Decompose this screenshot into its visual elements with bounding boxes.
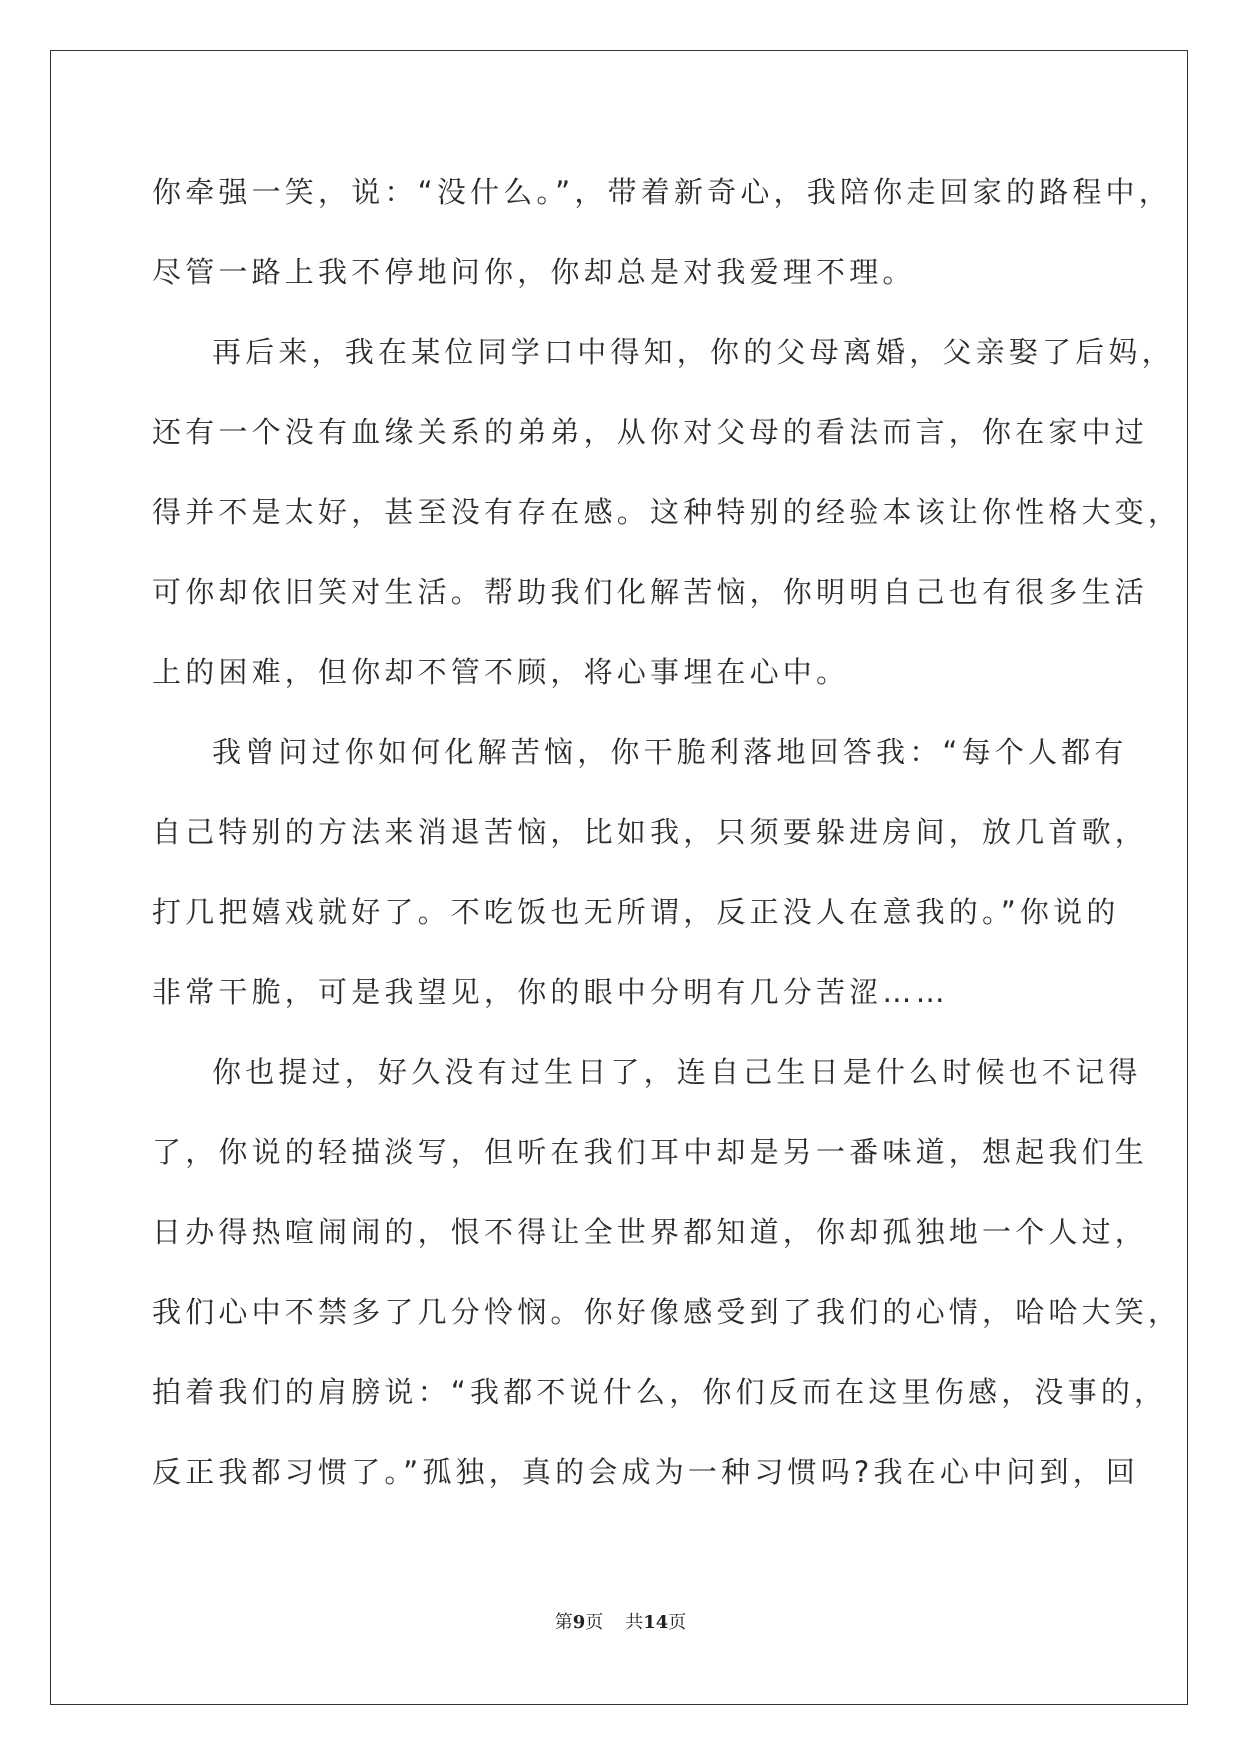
- text-line: 反正我都习惯了。”孤独，真的会成为一种习惯吗?我在心中问到，回: [152, 1455, 1140, 1489]
- footer-total-prefix: 共: [625, 1612, 644, 1633]
- text-line: 再后来，我在某位同学口中得知，你的父母离婚，父亲娶了后妈，: [212, 335, 1175, 369]
- text-line: 得并不是太好，甚至没有存在感。这种特别的经验本该让你性格大变，: [152, 495, 1182, 529]
- text-line: 可你却依旧笑对生活。帮助我们化解苦恼，你明明自己也有很多生活: [152, 575, 1149, 609]
- text-line: 你牵强一笑，说：“没什么。”，带着新奇心，我陪你走回家的路程中，: [152, 175, 1172, 209]
- text-line: 我们心中不禁多了几分怜悯。你好像感受到了我们的心情，哈哈大笑，: [152, 1295, 1182, 1329]
- text-line: 打几把嬉戏就好了。不吃饭也无所谓，反正没人在意我的。”你说的: [152, 895, 1120, 929]
- current-page-number: 9: [572, 1612, 586, 1633]
- text-line: 拍着我们的肩膀说：“我都不说什么，你们反而在这里伤感，没事的，: [152, 1375, 1168, 1409]
- text-line: 尽管一路上我不停地问你，你却总是对我爱理不理。: [152, 255, 916, 289]
- text-line: 自己特别的方法来消退苦恼，比如我，只须要躲进房间，放几首歌，: [152, 815, 1149, 849]
- footer-page-suffix: 页: [585, 1612, 604, 1633]
- page-footer: [0, 1611, 1241, 1635]
- total-pages-number: 14: [643, 1612, 669, 1633]
- text-line: 还有一个没有血缘关系的弟弟，从你对父母的看法而言，你在家中过: [152, 415, 1149, 449]
- footer-total-suffix: 页: [668, 1612, 687, 1633]
- text-line: 上的困难，但你却不管不顾，将心事埋在心中。: [152, 655, 850, 689]
- text-line: 你也提过，好久没有过生日了，连自己生日是什么时候也不记得: [212, 1055, 1142, 1089]
- footer-page-prefix: 第: [554, 1612, 573, 1633]
- text-line: 了，你说的轻描淡写，但听在我们耳中却是另一番味道，想起我们生: [152, 1135, 1149, 1169]
- text-line: 日办得热喧闹闹的，恨不得让全世界都知道，你却孤独地一个人过，: [152, 1215, 1149, 1249]
- text-line: 我曾问过你如何化解苦恼，你干脆利落地回答我：“每个人都有: [212, 735, 1128, 769]
- text-line: 非常干脆，可是我望见，你的眼中分明有几分苦涩……: [152, 975, 949, 1009]
